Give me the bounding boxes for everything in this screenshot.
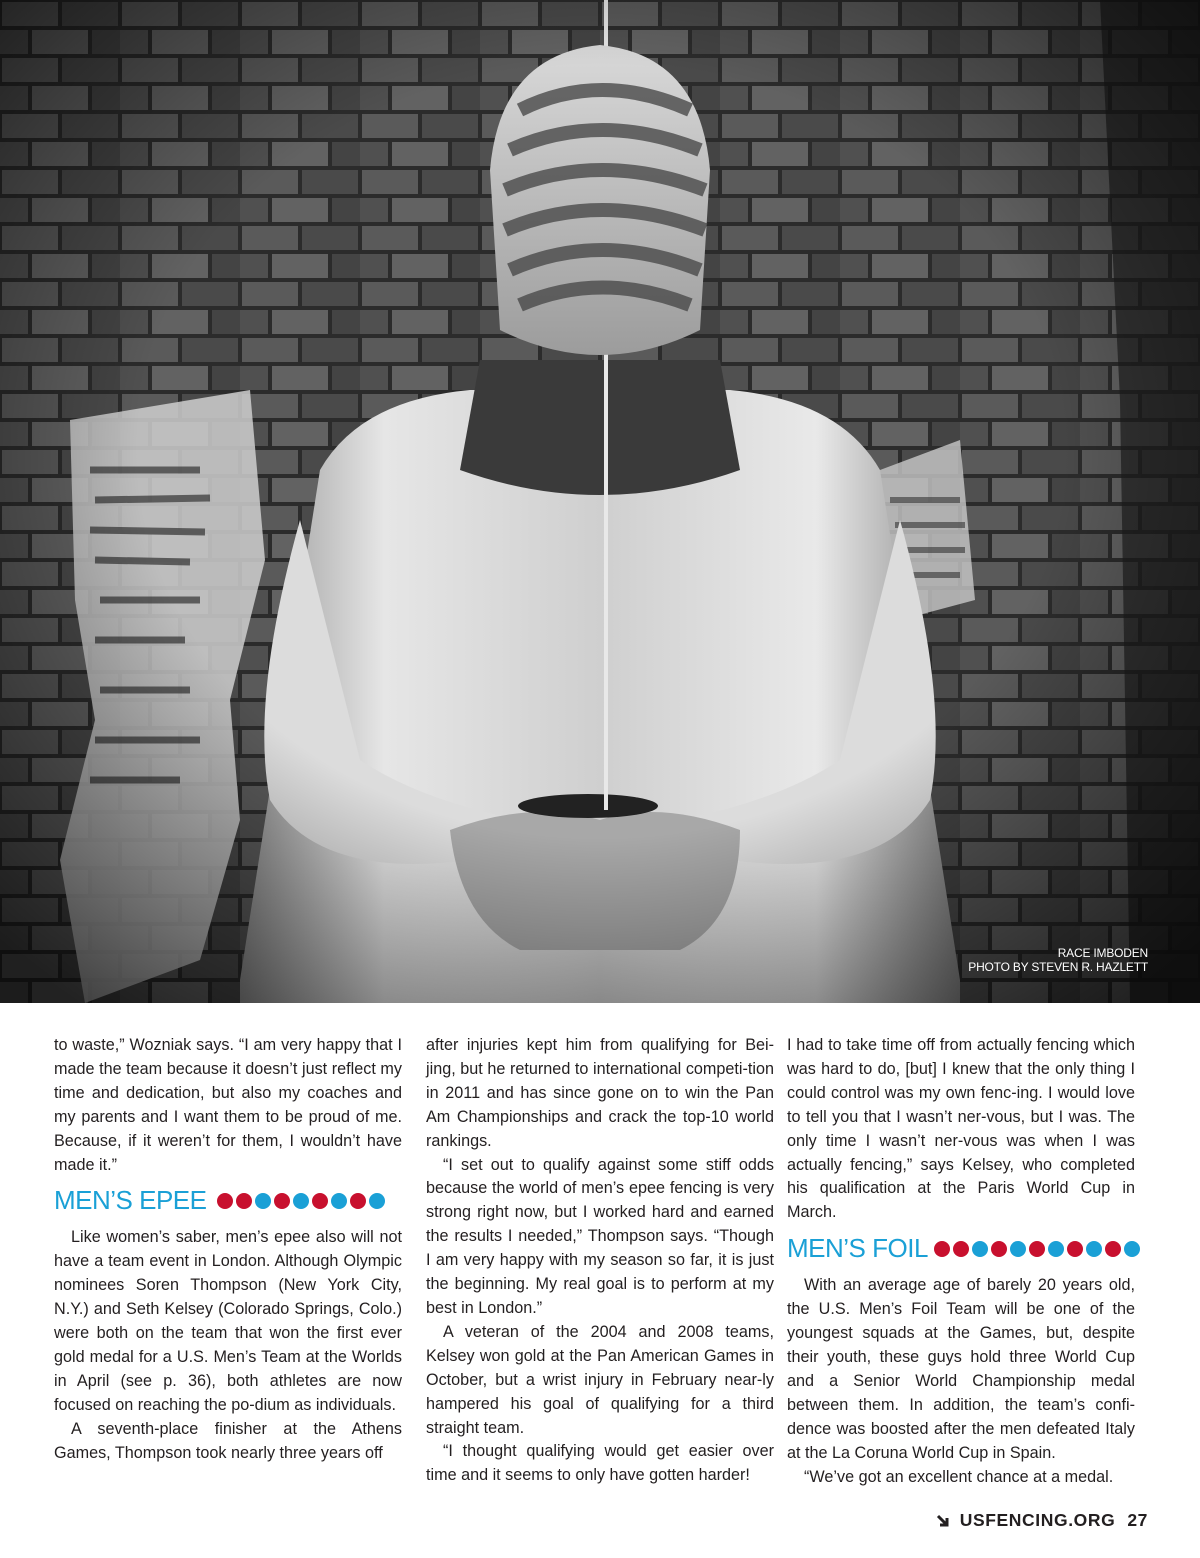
dot-icon [293,1193,309,1209]
section-title: MEN’S FOIL [787,1233,928,1264]
caption-athlete-name: RACE IMBODEN [1057,946,1148,960]
paragraph: “We’ve got an excellent chance at a medal. [804,1467,1114,1486]
paragraph: A seventh-place finisher at the Athens Games, Thompson took nearly three years off [54,1419,402,1462]
article-column-1 [54,1034,402,1466]
dot-icon [1086,1241,1102,1257]
arrow-down-right-icon [936,1514,950,1528]
paragraph: A veteran of the 2004 and 2008 teams, Kelsey won gold at the Pan American Games in October, but a wrist injury in February near-ly hampered his goal of qualifying for a third straight team. [426,1322,774,1437]
dot-icon [1010,1241,1026,1257]
dot-icon [369,1193,385,1209]
dot-icon [972,1241,988,1257]
dot-icon [217,1193,233,1209]
dot-icon [934,1241,950,1257]
paragraph: Like women’s saber, men’s epee also will not have a team event in London. Although Olympic nominees Soren Thompson (New York City, N.Y.) and Seth Kelsey (Colorado Springs, Colo.) were both on the team that won the first ever gold medal for a U.S. Men’s Team at the Worlds in April (see p. 36), both athletes are now focused on reaching the po-dium as individuals. [54,1228,402,1414]
decorative-dots [934,1241,1143,1257]
section-title: MEN’S EPEE [54,1185,207,1216]
article-column-3 [787,1034,1135,1489]
dot-icon [1105,1241,1121,1257]
paragraph: “I set out to qualify against some stiff odds because the world of men’s epee fencing is very strong right now, but I worked hard and earned the results I needed,” Thompson says. “Though I am very happy with my season so far, it is just the beginning. My real goal is to perform at my best in London.” [426,1155,774,1317]
dot-icon [1067,1241,1083,1257]
page-number: 27 [1127,1510,1148,1530]
section-heading-mens-foil [787,1232,1135,1266]
decorative-dots [217,1193,388,1209]
dot-icon [350,1193,366,1209]
dot-icon [1048,1241,1064,1257]
dot-icon [953,1241,969,1257]
dot-icon [312,1193,328,1209]
dot-icon [1124,1241,1140,1257]
paragraph: to waste,” Wozniak says. “I am very happy that I made the team because it doesn’t just reflect my time and dedication, but also my coaches and my parents and I want them to be proud of me. Because, if it weren’t for them, I wouldn’t have made it.” [54,1036,402,1174]
dot-icon [236,1193,252,1209]
page-footer [936,1510,1148,1531]
paragraph: “I thought qualifying would get easier over time and it seems to only have gotten harder! [426,1442,774,1485]
dot-icon [331,1193,347,1209]
dot-icon [255,1193,271,1209]
dot-icon [1029,1241,1045,1257]
section-heading-mens-epee [54,1184,402,1218]
paragraph: I had to take time off from actually fencing which was hard to do, [but] I knew that the only thing I could control was my own fenc-ing. I would love to tell you that I wasn’t ner-vous, but I was. The only time I wasn’t ner-vous was when I was actually fencing,” says Kelsey, who completed his qualification at the Paris World Cup in March. [787,1036,1135,1222]
article-column-2 [426,1034,774,1488]
paragraph: With an average age of barely 20 years old, the U.S. Men’s Foil Team will be one of the youngest squads at the Games, but, despite their youth, these guys hold three World Cup and a Senior World Championship medal between them. In addition, the team’s confi-dence was boosted after the men defeated Italy at the La Coruna World Cup in Spain. [787,1276,1135,1462]
photo-caption [968,946,1148,974]
dot-icon [274,1193,290,1209]
footer-website-link[interactable]: USFENCING.ORG [959,1510,1116,1530]
paragraph: after injuries kept him from qualifying for Bei-jing, but he returned to international competi-tion in 2011 and has since gone on to win the Pan Am Championships and crack the top-10 world rankings. [426,1036,774,1150]
dot-icon [991,1241,1007,1257]
caption-photo-credit: PHOTO BY STEVEN R. HAZLETT [968,960,1148,974]
